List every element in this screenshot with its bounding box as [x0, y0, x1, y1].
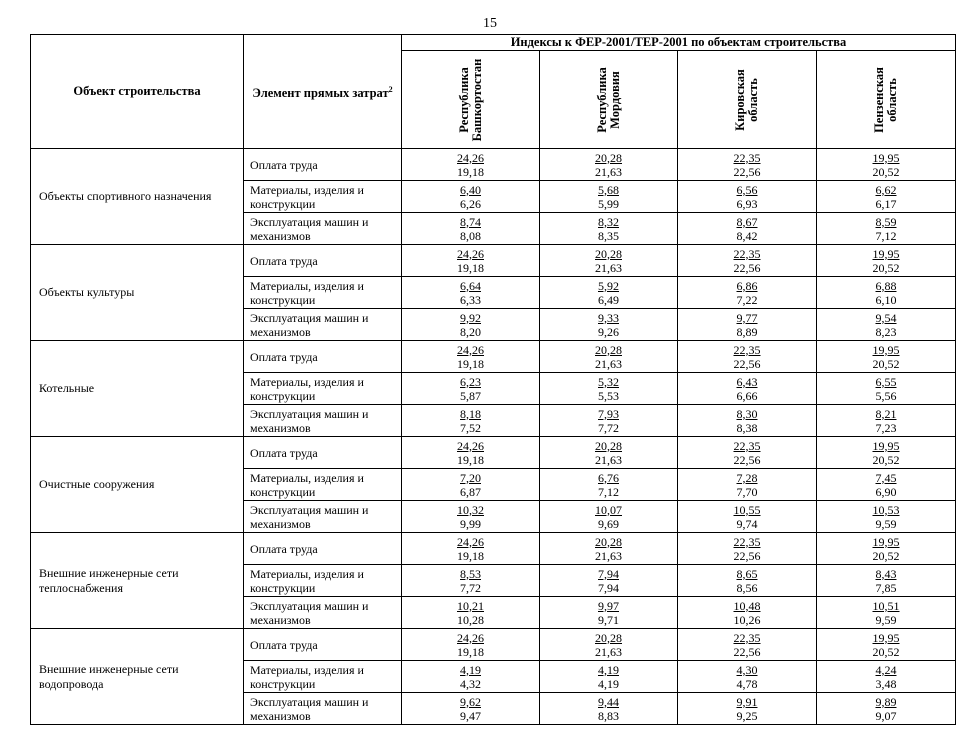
- index-value-cell: [402, 373, 540, 405]
- object-name-cell: Внешние инженерные сети водопровода: [31, 629, 244, 725]
- cost-element-cell: Оплата труда: [244, 533, 402, 565]
- ter-index-value: 6,93: [736, 196, 758, 211]
- fer-index-value: 6,43: [736, 374, 758, 389]
- index-value-cell: [678, 245, 817, 277]
- ter-index-value: 6,17: [875, 196, 897, 211]
- ter-index-value: 6,26: [460, 196, 481, 211]
- ter-index-value: 19,18: [457, 452, 484, 467]
- ter-index-value: 7,72: [598, 420, 619, 435]
- table-row: [31, 629, 956, 661]
- ter-index-value: 5,53: [598, 388, 619, 403]
- index-value-cell: [678, 277, 817, 309]
- fer-index-value: 24,26: [457, 150, 484, 165]
- index-value-cell: [817, 597, 956, 629]
- index-value-cell: [678, 565, 817, 597]
- fer-index-value: 6,55: [875, 374, 897, 389]
- index-value-cell: [678, 405, 817, 437]
- cost-element-cell: Материалы, изделия и конструкции: [244, 277, 402, 309]
- fer-index-value: 7,28: [736, 470, 758, 485]
- ter-index-value: 6,90: [875, 484, 897, 499]
- fer-index-value: 19,95: [872, 246, 900, 261]
- cost-element-cell: Эксплуатация машин и механизмов: [244, 501, 402, 533]
- index-value-cell: [678, 629, 817, 661]
- index-value-cell: [817, 341, 956, 373]
- index-value-cell: [540, 149, 678, 181]
- index-value-cell: [817, 245, 956, 277]
- ter-index-value: 6,10: [875, 292, 897, 307]
- ter-index-value: 22,56: [733, 164, 761, 179]
- ter-index-value: 8,89: [736, 324, 758, 339]
- index-value-cell: [817, 629, 956, 661]
- table-row: [31, 149, 956, 181]
- fer-index-value: 9,91: [736, 694, 758, 709]
- ter-index-value: 19,18: [457, 164, 484, 179]
- ter-index-value: 7,72: [460, 580, 481, 595]
- index-value-cell: [540, 597, 678, 629]
- ter-index-value: 19,18: [457, 548, 484, 563]
- ter-index-value: 9,47: [460, 708, 481, 723]
- index-value-cell: [817, 213, 956, 245]
- region-header: [540, 51, 678, 149]
- ter-index-value: 6,87: [460, 484, 481, 499]
- index-value-cell: [402, 405, 540, 437]
- ter-index-value: 22,56: [733, 356, 761, 371]
- ter-index-value: 9,99: [460, 516, 481, 531]
- ter-index-value: 21,63: [595, 548, 622, 563]
- index-value-cell: [678, 501, 817, 533]
- index-value-cell: [678, 469, 817, 501]
- region-name-line: Пензенская: [872, 66, 886, 133]
- ter-index-value: 8,83: [598, 708, 619, 723]
- ter-index-value: 7,12: [598, 484, 619, 499]
- cost-element-cell: Материалы, изделия и конструкции: [244, 373, 402, 405]
- ter-index-value: 9,71: [598, 612, 619, 627]
- object-column-header: Объект строительства: [31, 35, 244, 149]
- index-value-cell: [817, 181, 956, 213]
- ter-index-value: 9,26: [598, 324, 619, 339]
- table-row: [31, 437, 956, 469]
- fer-index-value: 9,77: [736, 310, 758, 325]
- index-table: [30, 34, 956, 725]
- fer-index-value: 4,19: [460, 662, 481, 677]
- region-name-line: область: [885, 77, 899, 122]
- ter-index-value: 10,26: [733, 612, 761, 627]
- ter-index-value: 8,23: [875, 324, 897, 339]
- fer-index-value: 6,76: [598, 470, 619, 485]
- index-value-cell: [402, 181, 540, 213]
- region-name-line: Мордовия: [607, 70, 622, 129]
- ter-index-value: 4,78: [736, 676, 758, 691]
- index-value-cell: [678, 437, 817, 469]
- fer-index-value: 9,97: [598, 598, 619, 613]
- index-value-cell: [402, 597, 540, 629]
- fer-index-value: 24,26: [457, 534, 484, 549]
- ter-index-value: 19,18: [457, 644, 484, 659]
- index-value-cell: [540, 213, 678, 245]
- ter-index-value: 5,99: [598, 196, 619, 211]
- fer-index-value: 8,21: [875, 406, 897, 421]
- index-value-cell: [402, 149, 540, 181]
- fer-index-value: 10,21: [457, 598, 484, 613]
- ter-index-value: 8,35: [598, 228, 619, 243]
- fer-index-value: 19,95: [872, 438, 900, 453]
- fer-index-value: 22,35: [733, 342, 761, 357]
- fer-index-value: 4,24: [875, 662, 897, 677]
- ter-index-value: 21,63: [595, 644, 622, 659]
- ter-index-value: 7,94: [598, 580, 619, 595]
- cost-element-cell: Оплата труда: [244, 629, 402, 661]
- cost-element-cell: Оплата труда: [244, 437, 402, 469]
- fer-index-value: 9,54: [875, 310, 897, 325]
- ter-index-value: 6,66: [736, 388, 758, 403]
- index-value-cell: [540, 533, 678, 565]
- index-value-cell: [678, 181, 817, 213]
- index-value-cell: [678, 149, 817, 181]
- ter-index-value: 7,52: [460, 420, 481, 435]
- index-value-cell: [540, 245, 678, 277]
- fer-index-value: 20,28: [595, 150, 622, 165]
- index-value-cell: [540, 565, 678, 597]
- index-value-cell: [402, 565, 540, 597]
- index-value-cell: [402, 693, 540, 725]
- fer-index-value: 9,62: [460, 694, 481, 709]
- index-value-cell: [402, 277, 540, 309]
- ter-index-value: 10,28: [457, 612, 484, 627]
- region-header: [678, 51, 817, 149]
- fer-index-value: 6,56: [736, 182, 758, 197]
- index-value-cell: [678, 661, 817, 693]
- index-value-cell: [817, 533, 956, 565]
- index-value-cell: [402, 501, 540, 533]
- object-name-cell: Объекты спортивного назначения: [31, 149, 244, 245]
- index-value-cell: [402, 437, 540, 469]
- fer-index-value: 7,94: [598, 566, 619, 581]
- index-value-cell: [540, 309, 678, 341]
- fer-index-value: 6,88: [875, 278, 897, 293]
- cost-element-cell: Эксплуатация машин и механизмов: [244, 213, 402, 245]
- cost-element-cell: Эксплуатация машин и механизмов: [244, 405, 402, 437]
- ter-index-value: 19,18: [457, 260, 484, 275]
- fer-index-value: 8,65: [736, 566, 758, 581]
- index-value-cell: [817, 149, 956, 181]
- index-value-cell: [678, 693, 817, 725]
- cost-element-cell: Материалы, изделия и конструкции: [244, 565, 402, 597]
- index-value-cell: [540, 437, 678, 469]
- fer-index-value: 10,07: [595, 502, 622, 517]
- ter-index-value: 22,56: [733, 548, 761, 563]
- fer-index-value: 8,30: [736, 406, 758, 421]
- fer-index-value: 7,20: [460, 470, 481, 485]
- cost-element-cell: Оплата труда: [244, 245, 402, 277]
- ter-index-value: 20,52: [872, 164, 900, 179]
- ter-index-value: 8,38: [736, 420, 758, 435]
- object-name-cell: Котельные: [31, 341, 244, 437]
- fer-index-value: 6,64: [460, 278, 481, 293]
- fer-index-value: 20,28: [595, 246, 622, 261]
- index-value-cell: [540, 341, 678, 373]
- index-value-cell: [402, 213, 540, 245]
- ter-index-value: 20,52: [872, 548, 900, 563]
- element-header-label: Элемент прямых затрат: [252, 86, 389, 101]
- index-value-cell: [817, 373, 956, 405]
- object-name-cell: Объекты культуры: [31, 245, 244, 341]
- fer-index-value: 22,35: [733, 630, 761, 645]
- table-header: [31, 35, 956, 149]
- fer-index-value: 8,32: [598, 214, 619, 229]
- ter-index-value: 20,52: [872, 644, 900, 659]
- ter-index-value: 22,56: [733, 644, 761, 659]
- object-name-cell: Внешние инженерные сети теплоснабжения: [31, 533, 244, 629]
- fer-index-value: 7,93: [598, 406, 619, 421]
- index-value-cell: [678, 309, 817, 341]
- ter-index-value: 8,20: [460, 324, 481, 339]
- table-row: [31, 245, 956, 277]
- table-row: [31, 533, 956, 565]
- index-value-cell: [817, 469, 956, 501]
- indices-group-header: Индексы к ФЕР-2001/ТЕР-2001 по объектам строительства: [402, 35, 956, 51]
- ter-index-value: 9,59: [875, 516, 897, 531]
- fer-index-value: 4,19: [598, 662, 619, 677]
- ter-index-value: 9,74: [736, 516, 758, 531]
- fer-index-value: 5,68: [598, 182, 619, 197]
- fer-index-value: 8,59: [875, 214, 897, 229]
- index-value-cell: [817, 309, 956, 341]
- ter-index-value: 7,12: [875, 228, 897, 243]
- ter-index-value: 6,49: [598, 292, 619, 307]
- fer-index-value: 20,28: [595, 534, 622, 549]
- ter-index-value: 7,23: [875, 420, 897, 435]
- index-value-cell: [540, 277, 678, 309]
- ter-index-value: 21,63: [595, 260, 622, 275]
- ter-index-value: 9,69: [598, 516, 619, 531]
- fer-index-value: 20,28: [595, 630, 622, 645]
- cost-element-cell: Материалы, изделия и конструкции: [244, 181, 402, 213]
- ter-index-value: 9,25: [736, 708, 758, 723]
- ter-index-value: 4,19: [598, 676, 619, 691]
- element-column-header: [244, 35, 402, 149]
- ter-index-value: 20,52: [872, 356, 900, 371]
- object-name-cell: Очистные сооружения: [31, 437, 244, 533]
- region-name-line: Кировская: [733, 68, 747, 131]
- fer-index-value: 10,48: [733, 598, 761, 613]
- index-value-cell: [817, 661, 956, 693]
- ter-index-value: 21,63: [595, 164, 622, 179]
- index-value-cell: [540, 693, 678, 725]
- index-value-cell: [402, 245, 540, 277]
- index-value-cell: [402, 661, 540, 693]
- cost-element-cell: Материалы, изделия и конструкции: [244, 469, 402, 501]
- fer-index-value: 10,53: [872, 502, 900, 517]
- fer-index-value: 10,55: [733, 502, 761, 517]
- fer-index-value: 20,28: [595, 342, 622, 357]
- fer-index-value: 22,35: [733, 150, 761, 165]
- ter-index-value: 22,56: [733, 260, 761, 275]
- index-value-cell: [540, 629, 678, 661]
- cost-element-cell: Эксплуатация машин и механизмов: [244, 309, 402, 341]
- fer-index-value: 8,74: [460, 214, 481, 229]
- ter-index-value: 5,87: [460, 388, 481, 403]
- ter-index-value: 8,08: [460, 228, 481, 243]
- fer-index-value: 4,30: [736, 662, 758, 677]
- index-value-cell: [402, 533, 540, 565]
- index-value-cell: [402, 469, 540, 501]
- fer-index-value: 6,86: [736, 278, 758, 293]
- fer-index-value: 8,18: [460, 406, 481, 421]
- cost-element-cell: Материалы, изделия и конструкции: [244, 661, 402, 693]
- ter-index-value: 9,07: [875, 708, 897, 723]
- fer-index-value: 6,40: [460, 182, 481, 197]
- ter-index-value: 4,32: [460, 676, 481, 691]
- ter-index-value: 22,56: [733, 452, 761, 467]
- fer-index-value: 6,23: [460, 374, 481, 389]
- fer-index-value: 22,35: [733, 534, 761, 549]
- fer-index-value: 9,89: [875, 694, 897, 709]
- fer-index-value: 8,53: [460, 566, 481, 581]
- ter-index-value: 7,22: [736, 292, 758, 307]
- index-value-cell: [817, 437, 956, 469]
- ter-index-value: 21,63: [595, 356, 622, 371]
- index-value-cell: [817, 277, 956, 309]
- fer-index-value: 24,26: [457, 630, 484, 645]
- region-name-line: область: [746, 77, 760, 122]
- index-value-cell: [540, 405, 678, 437]
- index-value-cell: [402, 341, 540, 373]
- ter-index-value: 5,56: [875, 388, 897, 403]
- fer-index-value: 22,35: [733, 438, 761, 453]
- fer-index-value: 19,95: [872, 342, 900, 357]
- cost-element-cell: Эксплуатация машин и механизмов: [244, 693, 402, 725]
- fer-index-value: 6,62: [875, 182, 897, 197]
- fer-index-value: 20,28: [595, 438, 622, 453]
- fer-index-value: 7,45: [875, 470, 897, 485]
- fer-index-value: 22,35: [733, 246, 761, 261]
- index-value-cell: [817, 405, 956, 437]
- index-value-cell: [678, 213, 817, 245]
- index-value-cell: [540, 501, 678, 533]
- index-value-cell: [678, 597, 817, 629]
- ter-index-value: 21,63: [595, 452, 622, 467]
- index-value-cell: [540, 181, 678, 213]
- ter-index-value: 19,18: [457, 356, 484, 371]
- ter-index-value: 7,70: [736, 484, 758, 499]
- table-body: [31, 149, 956, 725]
- ter-index-value: 9,59: [875, 612, 897, 627]
- index-value-cell: [817, 693, 956, 725]
- fer-index-value: 9,44: [598, 694, 619, 709]
- fer-index-value: 19,95: [872, 534, 900, 549]
- fer-index-value: 8,67: [736, 214, 758, 229]
- index-value-cell: [402, 309, 540, 341]
- fer-index-value: 10,32: [457, 502, 484, 517]
- fer-index-value: 24,26: [457, 342, 484, 357]
- ter-index-value: 6,33: [460, 292, 481, 307]
- table-row: [31, 341, 956, 373]
- index-value-cell: [817, 501, 956, 533]
- region-name-line: Башкортостан: [469, 58, 484, 141]
- footnote-marker: 2: [388, 84, 393, 94]
- ter-index-value: 20,52: [872, 260, 900, 275]
- fer-index-value: 19,95: [872, 630, 900, 645]
- index-value-cell: [817, 565, 956, 597]
- fer-index-value: 24,26: [457, 246, 484, 261]
- cost-element-cell: Оплата труда: [244, 341, 402, 373]
- index-value-cell: [540, 373, 678, 405]
- index-value-cell: [678, 533, 817, 565]
- index-value-cell: [678, 373, 817, 405]
- region-header: [402, 51, 540, 149]
- region-header: [817, 51, 956, 149]
- ter-index-value: 3,48: [875, 676, 897, 691]
- fer-index-value: 9,92: [460, 310, 481, 325]
- ter-index-value: 8,56: [736, 580, 758, 595]
- fer-index-value: 5,32: [598, 374, 619, 389]
- index-value-cell: [678, 341, 817, 373]
- index-value-cell: [540, 469, 678, 501]
- ter-index-value: 8,42: [736, 228, 758, 243]
- region-name-line: Республика: [594, 66, 609, 133]
- page-number: 15: [483, 16, 497, 31]
- cost-element-cell: Оплата труда: [244, 149, 402, 181]
- index-value-cell: [402, 629, 540, 661]
- fer-index-value: 5,92: [598, 278, 619, 293]
- cost-element-cell: Эксплуатация машин и механизмов: [244, 597, 402, 629]
- ter-index-value: 20,52: [872, 452, 900, 467]
- fer-index-value: 19,95: [872, 150, 900, 165]
- region-name-line: Республика: [456, 66, 471, 133]
- fer-index-value: 10,51: [872, 598, 900, 613]
- ter-index-value: 7,85: [875, 580, 897, 595]
- fer-index-value: 8,43: [875, 566, 897, 581]
- index-value-cell: [540, 661, 678, 693]
- fer-index-value: 24,26: [457, 438, 484, 453]
- fer-index-value: 9,33: [598, 310, 619, 325]
